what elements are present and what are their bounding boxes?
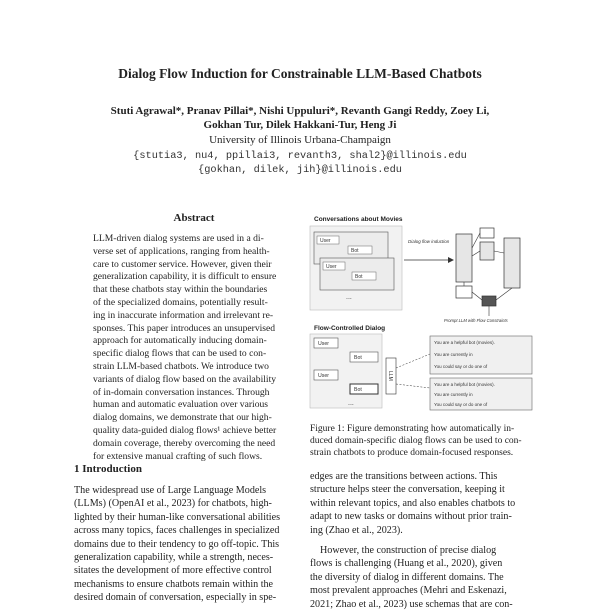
- prompt-message-3: You could say or do one of: [434, 364, 488, 369]
- text-line: Figure 1: Figure demonstrating how automatically in-: [310, 424, 515, 434]
- prompt-message-1: You are a helpful bot (movies).: [434, 340, 495, 345]
- llm-label: LLM: [387, 371, 393, 381]
- abstract-heading: Abstract: [173, 212, 215, 224]
- right-paragraph-2: [310, 544, 538, 611]
- text-line: duced domain-specific dialog flows can be used to con-: [310, 436, 522, 447]
- text-line: However, the construction of precise dialog: [320, 545, 497, 556]
- prompt-message-2: You are currently in: [434, 352, 473, 357]
- email-line-1: {stutia3, nu4, ppillai3, revanth3, shal2}@illinois.edu: [133, 150, 467, 162]
- text-line: strain chatbots to produce domain-focused responses.: [310, 448, 514, 459]
- flow-node: [456, 286, 472, 298]
- text-line: most prevalent approaches (Mehri and Eskenazi,: [310, 585, 507, 597]
- author-list: [60, 104, 540, 132]
- text-line: (LLMs) (OpenAI et al., 2023) for chatbots, high-: [74, 498, 272, 510]
- text-line: adapt to new tasks or domains without prior train-: [310, 511, 512, 523]
- authors-line-1: Stuti Agrawal*, Pranav Pillai*, Nishi Uppuluri*, Revanth Gangi Reddy, Zoey Li,: [110, 105, 490, 117]
- flow-node: [480, 242, 494, 260]
- prompt-message-3: You could say or do one of: [434, 402, 488, 407]
- email-line-2: {gokhan, dilek, jih}@illinois.edu: [198, 164, 402, 176]
- text-line: of in-domain conversation instances. Through: [93, 386, 270, 398]
- flow-node: [456, 234, 472, 282]
- text-line: desired domain of conversation, especially in spe-: [74, 592, 277, 604]
- text-line: sponses. This paper introduces an unsupervised: [93, 322, 276, 334]
- flow-node: [504, 238, 520, 288]
- flow-node: [480, 228, 494, 238]
- affiliation: University of Illinois Urbana-Champaign: [209, 134, 391, 146]
- user-label: User: [318, 341, 329, 347]
- figure-caption: [310, 423, 535, 460]
- text-line: edges are the transitions between actions. This: [310, 471, 498, 482]
- text-line: approach for automatically inducing domain-: [93, 335, 267, 347]
- text-line: variants of dialog flow based on the availability: [93, 373, 277, 385]
- user-label: User: [318, 373, 329, 379]
- bot-label: Bot: [354, 387, 362, 393]
- text-line: of the specialized domains, potentially result-: [93, 296, 268, 308]
- text-line: flows is challenging (Huang et al., 2020), given: [310, 558, 503, 570]
- text-line: for extensive manual crafting of such flows.: [93, 450, 263, 462]
- text-line: dialog domains, we demonstrate that our high-: [93, 412, 272, 424]
- text-line: sitates the development of more effective control: [74, 565, 272, 577]
- text-line: domains due to their tendency to go off-topic. This: [74, 538, 280, 550]
- prompt-message-2: You are currently in: [434, 392, 473, 397]
- user-label: User: [320, 238, 331, 244]
- text-line: that these chatbots stay within the boundaries: [93, 284, 268, 296]
- figure-bottom-panel-title: Flow-Controlled Dialog: [314, 325, 386, 332]
- text-line: ing (Zhao et al., 2023).: [310, 524, 403, 536]
- text-line: ing in inaccurate information and irrelevant re-: [93, 309, 274, 321]
- figure-1: [308, 208, 536, 418]
- dialog-flow-induction-label: Dialog flow induction: [408, 239, 450, 244]
- right-paragraph-1: [310, 470, 538, 537]
- text-line: within relevant topics, and also enables chatbots to: [310, 497, 516, 509]
- text-line: The widespread use of Large Language Models: [74, 485, 267, 496]
- paper-title: Dialog Flow Induction for Constrainable LLM-Based Chatbots: [118, 66, 482, 81]
- text-line: structure helps steer the conversation, keeping it: [310, 484, 505, 496]
- bot-label: Bot: [354, 355, 362, 361]
- text-line: 2021; Zhao et al., 2023) use schemas that are con-: [310, 598, 513, 610]
- text-line: LLM-driven dialog systems are used in a di-: [93, 233, 264, 244]
- text-line: care to customer service. However, given their: [93, 258, 272, 270]
- text-line: domain coverage, thereby overcoming the need: [93, 437, 276, 449]
- section-heading-introduction: 1 Introduction: [74, 463, 142, 475]
- text-line: specific dialog flows that can be used to con-: [93, 348, 267, 360]
- text-line: across many topics, faces challenges in specialized: [74, 525, 280, 537]
- figure-top-panel-title: Conversations about Movies: [314, 216, 403, 223]
- text-line: generalization capability, it is difficult to ensure: [93, 271, 277, 283]
- introduction-body: [74, 484, 304, 605]
- flow-node: [482, 296, 496, 306]
- bot-label: Bot: [351, 248, 359, 254]
- text-line: verse set of applications, ranging from health-: [93, 245, 270, 257]
- prompt-label: Prompt LLM with Flow Constraints: [444, 318, 508, 323]
- text-line: human and automatic evaluation over various: [93, 399, 269, 411]
- text-line: generalization capability, while a strength, neces-: [74, 551, 274, 563]
- ellipsis: ...: [346, 294, 352, 301]
- ellipsis: ...: [348, 400, 354, 407]
- text-line: quality data-guided dialog flows¹ achieve better: [93, 424, 277, 436]
- text-line: strain LLM-based chatbots. We introduce two: [93, 360, 269, 372]
- prompt-message-1: You are a helpful bot (movies).: [434, 382, 495, 387]
- bot-label: Bot: [355, 274, 363, 280]
- authors-line-2: Gokhan Tur, Dilek Hakkani-Tur, Heng Ji: [203, 119, 397, 131]
- text-line: lighted by their human-like conversational abilities: [74, 511, 281, 523]
- user-label: User: [326, 264, 337, 270]
- abstract-body: [93, 233, 295, 463]
- text-line: the diversity of dialog in different domains. The: [310, 571, 504, 583]
- text-line: mechanisms to ensure chatbots remain within the: [74, 578, 274, 590]
